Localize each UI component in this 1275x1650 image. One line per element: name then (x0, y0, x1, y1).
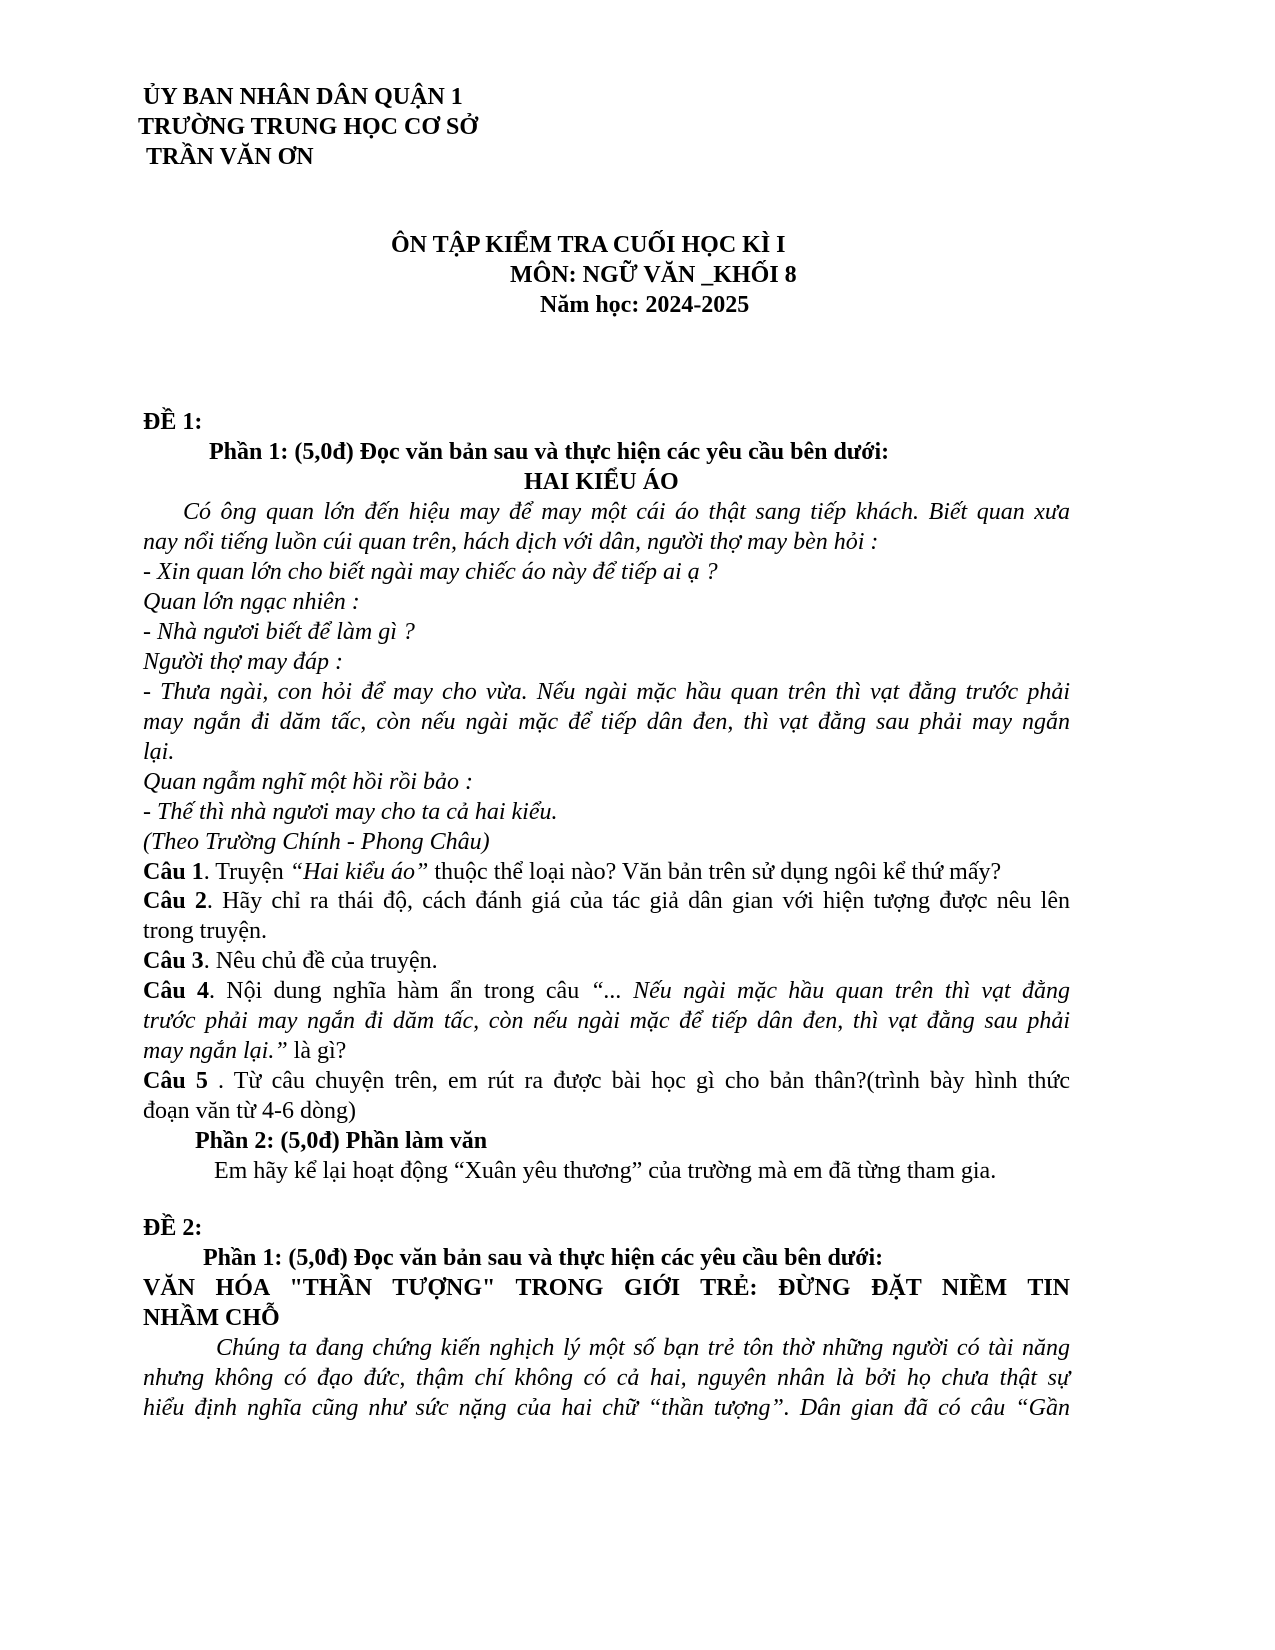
story-title: HAI KIỂU ÁO (524, 469, 679, 495)
de2-part1-heading: Phần 1: (5,0đ) Đọc văn bản sau và thực hiện các yêu cầu bên dưới: (203, 1245, 884, 1271)
question-text: . Truyện (203, 859, 290, 885)
question-2 (143, 889, 1070, 913)
question-text: là gì? (287, 1038, 347, 1064)
story-line: - Thế thì nhà ngươi may cho ta cả hai kiểu. (143, 799, 558, 825)
question-quote: may ngắn lại.” (143, 1038, 288, 1064)
story-line: nay nổi tiếng luồn cúi quan trên, hách dịch với dân, người thợ may bèn hỏi : (143, 529, 879, 555)
question-quote: “... Nếu ngài mặc hầu quan trên thì vạt đằng (590, 978, 1070, 1004)
question-4 (143, 979, 1070, 1003)
article-line: nhưng không có đạo đức, thậm chí không có cả hai, nguyên nhân là bởi họ chưa thật sự (143, 1365, 1070, 1391)
question-text: . Từ câu chuyện trên, em rút ra được bài học gì cho bản thân?(trình bày hình thức (207, 1068, 1070, 1094)
org-line-2: TRƯỜNG TRUNG HỌC CƠ SỞ (138, 114, 479, 140)
question-5-cont: đoạn văn từ 4-6 dòng) (143, 1098, 356, 1124)
org-line-1: ỦY BAN NHÂN DÂN QUẬN 1 (143, 84, 463, 110)
story-line: - Thưa ngài, con hỏi để may cho vừa. Nếu ngài mặc hầu quan trên thì vạt đằng trước phải (143, 679, 1070, 705)
de1-part2-text: Em hãy kể lại hoạt động “Xuân yêu thương” của trường mà em đã từng tham gia. (214, 1158, 997, 1184)
question-5 (143, 1069, 1070, 1093)
de1-part2-heading: Phần 2: (5,0đ) Phần làm văn (195, 1128, 488, 1154)
question-text: . Nêu chủ đề của truyện. (203, 948, 438, 974)
story-line: Quan lớn ngạc nhiên : (143, 589, 360, 615)
story-line: Quan ngẫm nghĩ một hồi rồi bảo : (143, 769, 473, 795)
question-label: Câu 5 (143, 1068, 208, 1094)
article-title-line-2: NHẦM CHỖ (143, 1305, 280, 1331)
de2-label: ĐỀ 2: (143, 1215, 203, 1241)
question-4-cont: trước phải may ngắn đi dăm tấc, còn nếu ngài mặc để tiếp dân đen, thì vạt đằng sau phải (143, 1008, 1070, 1034)
de1-label: ĐỀ 1: (143, 409, 203, 435)
question-label: Câu 4 (143, 978, 209, 1004)
de1-part1-heading: Phần 1: (5,0đ) Đọc văn bản sau và thực hiện các yêu cầu bên dưới: (209, 439, 890, 465)
subject-line: MÔN: NGỮ VĂN _KHỐI 8 (510, 262, 797, 288)
question-4-end (143, 1039, 346, 1063)
question-label: Câu 3 (143, 948, 204, 974)
article-line: hiểu định nghĩa cũng như sức nặng của hai chữ “thần tượng”. Dân gian đã có câu “Gần (143, 1395, 1070, 1421)
story-line: - Nhà ngươi biết để làm gì ? (143, 619, 415, 645)
exam-title: ÔN TẬP KIỂM TRA CUỐI HỌC KÌ I (391, 232, 786, 258)
question-text: thuộc thể loại nào? Văn bản trên sử dụng ngôi kể thứ mấy? (428, 859, 1002, 885)
story-line: - Xin quan lớn cho biết ngài may chiếc áo này để tiếp ai ạ ? (143, 559, 718, 585)
school-year: Năm học: 2024-2025 (540, 292, 750, 318)
question-label: Câu 2 (143, 888, 207, 914)
story-line: Người thợ may đáp : (143, 649, 344, 675)
question-2-cont: trong truyện. (143, 918, 267, 944)
story-line: Có ông quan lớn đến hiệu may để may một cái áo thật sang tiếp khách. Biết quan xưa (183, 499, 1070, 525)
story-line: lại. (143, 739, 175, 765)
story-source: (Theo Trường Chính - Phong Châu) (143, 829, 490, 855)
question-3 (143, 949, 438, 973)
article-title-line-1: VĂN HÓA "THẦN TƯỢNG" TRONG GIỚI TRẺ: ĐỪNG ĐẶT NIỀM TIN (143, 1275, 1070, 1301)
question-quote: “Hai kiểu áo” (289, 859, 429, 885)
story-line: may ngắn đi dăm tấc, còn nếu ngài mặc để tiếp dân đen, thì vạt đằng sau phải may ngắn (143, 709, 1070, 735)
org-line-3: TRẦN VĂN ƠN (146, 144, 314, 170)
question-label: Câu 1 (143, 859, 204, 885)
question-1 (143, 860, 1001, 884)
question-text: . Hãy chỉ ra thái độ, cách đánh giá của tác giả dân gian với hiện tượng được nêu lên (206, 888, 1070, 914)
article-line: Chúng ta đang chứng kiến nghịch lý một số bạn trẻ tôn thờ những người có tài năng (216, 1335, 1070, 1361)
question-text: . Nội dung nghĩa hàm ẩn trong câu (208, 978, 591, 1004)
